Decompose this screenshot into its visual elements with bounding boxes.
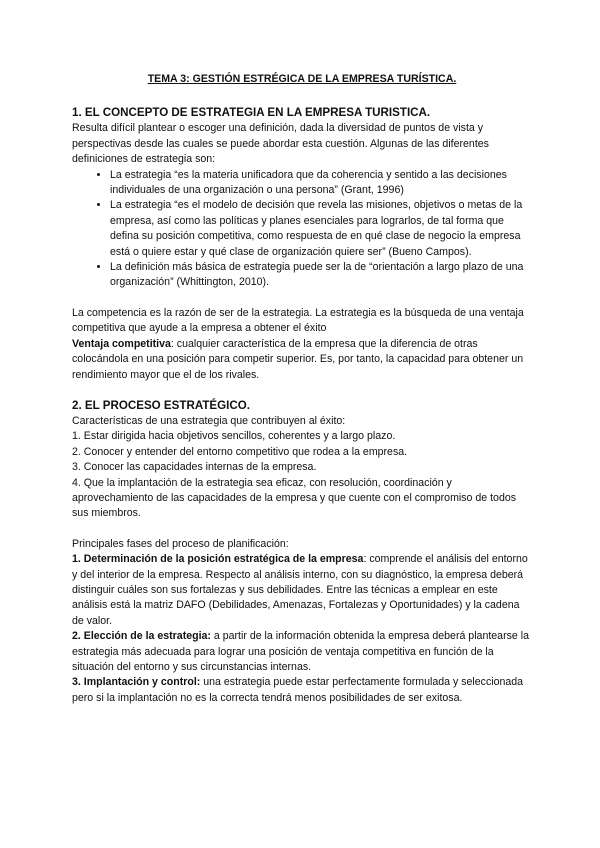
competencia-paragraph: La competencia es la razón de ser de la estrategia. La estrategia es la búsqueda de una ventaja competitiva que ayude a la empresa a obtener el éxito bbox=[72, 306, 524, 335]
phase-term: 1. Determinación de la posición estratégica de la empresa bbox=[72, 553, 364, 566]
phase-text: una estrategia puede estar perfectamente formulada y seleccionada pero si la implantación no es la correcta tendrá menos posibilidades de ser exitosa. bbox=[72, 676, 524, 704]
characteristic-item: 3. Conocer las capacidades internas de la empresa. bbox=[72, 461, 317, 474]
ventaja-definition: : cualquier característica de la empresa que la diferencia de otras colocándola en una posición para competir superior. Es, por tanto, la capacidad para obtener un rendimiento mayor que el de los rivales. bbox=[72, 337, 524, 381]
phase-text: a partir de la información obtenida la empresa deberá plantearse la estrategia más adecuada para lograr una posición de ventaja competitiva en función de la situación del entorno y sus circunstancias internas. bbox=[72, 630, 529, 673]
document-body bbox=[72, 72, 532, 706]
phases-intro: Principales fases del proceso de planificación: bbox=[72, 537, 289, 550]
section-1-intro: Resulta difícil plantear o escoger una definición, dada la diversidad de puntos de vista y perspectivas desde las cuales se puede abordar esta cuestión. Algunas de las diferentes definiciones de estrategia son: bbox=[72, 122, 489, 166]
section-2-heading: 2. EL PROCESO ESTRATÉGICO. bbox=[72, 398, 251, 412]
phase-item bbox=[72, 675, 532, 706]
phase-text: : comprende el análisis del entorno y del interior de la empresa. Respecto al análisis interno, con su diagnóstico, la empresa deberá distinguir cuáles son sus fortalezas y sus debilidades. Entre las técnicas a emplear en este análisis está la matriz DAFO (Debilidades, Amenazas, Fortalezas y Oportunidades) y la cadena de valor. bbox=[72, 553, 528, 627]
section-1-heading: 1. EL CONCEPTO DE ESTRATEGIA EN LA EMPRESA TURISTICA. bbox=[72, 106, 431, 120]
characteristic-item: 4. Que la implantación de la estrategia sea eficaz, con resolución, coordinación y aprovechamiento de las capacidades de la empresa y que cuente con el compromiso de todos sus miembros. bbox=[72, 476, 517, 520]
phase-term: 2. Elección de la estrategia: bbox=[72, 630, 211, 643]
characteristic-item: 1. Estar dirigida hacia objetivos sencillos, coherentes y a largo plazo. bbox=[72, 430, 396, 443]
phase-term: 3. Implantación y control: bbox=[72, 676, 201, 689]
characteristic-item: 2. Conocer y entender del entorno competitivo que rodea a la empresa. bbox=[72, 445, 408, 458]
document-title: TEMA 3: GESTIÓN ESTRÉGICA DE LA EMPRESA TURÍSTICA. bbox=[147, 73, 457, 85]
phase-item bbox=[72, 552, 532, 629]
definition-item: • La definición más básica de estrategia puede ser la de “orientación a largo plazo de una organización” (Whittington, 2010). bbox=[110, 260, 532, 291]
definitions-list bbox=[72, 168, 532, 291]
ventaja-term: Ventaja competitiva bbox=[72, 337, 171, 350]
ventaja-paragraph bbox=[72, 337, 532, 383]
phase-item bbox=[72, 629, 532, 675]
characteristics-intro: Características de una estrategia que contribuyen al éxito: bbox=[72, 414, 346, 427]
definition-item: • La estrategia “es el modelo de decisión que revela las misiones, objetivos o metas de la empresa, así como las políticas y planes esenciales para lograrlos, de tal forma que defina su posición competitiva, como respuesta de en qué clase de negocio la empresa está o quiere estar y qué clase de organización quiere ser” (Bueno Campos). bbox=[110, 198, 532, 260]
definition-item: • La estrategia “es la materia unificadora que da coherencia y sentido a las decisiones individuales de una organización o una persona” (Grant, 1996) bbox=[110, 168, 532, 199]
